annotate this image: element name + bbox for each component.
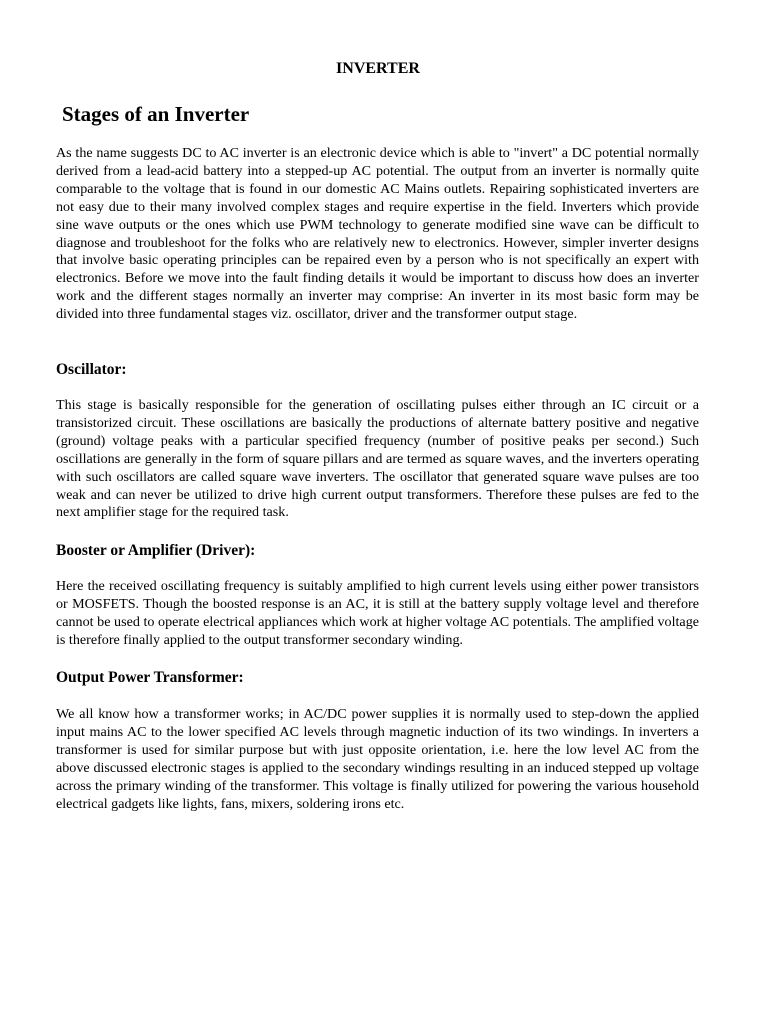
section-heading-transformer: Output Power Transformer: (56, 669, 244, 686)
intro-paragraph: As the name suggests DC to AC inverter is an electronic device which is able to "invert" a DC potential normally derived from a lead-acid battery into a stepped-up AC potential. The output from an inverter is normally quite comparable to the voltage that is found in our domestic AC Mains outlets. Repairing sophisticated inverters are not easy due to their many involved complex stages and require expertise in the field. Inverters which provide sine wave outputs or the ones which use PWM technology to generate modified sine wave can be difficult to diagnose and troubleshoot for the folks who are relatively new to electronics. However, simpler inverter designs that involve basic operating principles can be repaired even by a person who is not specifically an expert with electronics. Before we move into the fault finding details it would be important to discuss how does an inverter work and the different stages normally an inverter may comprise: An inverter in its most basic form may be divided into three fundamental stages viz. oscillator, driver and the transformer output stage. (56, 145, 699, 323)
section-heading-oscillator: Oscillator: (56, 361, 127, 378)
main-heading: Stages of an Inverter (62, 102, 250, 126)
section-body-driver: Here the received oscillating frequency is suitably amplified to high current levels using either power transistors or MOSFETS. Though the boosted response is an AC, it is still at the battery supply voltage level and therefore cannot be used to operate electrical appliances which work at higher voltage AC potentials. The amplified voltage is therefore finally applied to the output transformer secondary winding. (56, 578, 699, 648)
section-heading-driver: Booster or Amplifier (Driver): (56, 542, 256, 559)
section-body-oscillator: This stage is basically responsible for the generation of oscillating pulses either through an IC circuit or a transistorized circuit. These oscillations are basically the productions of alternate battery positive and negative (ground) voltage peaks with a particular specified frequency (number of positive peaks per second.) Such oscillations are generally in the form of square pillars and are termed as square waves, and the inverters operating with such oscillators are called square wave inverters. The oscillator that generated square wave pulses are too weak and can never be utilized to drive high current output transformers. Therefore these pulses are fed to the next amplifier stage for the required task. (56, 397, 699, 521)
section-body-transformer: We all know how a transformer works; in AC/DC power supplies it is normally used to step-down the applied input mains AC to the lower specified AC levels through magnetic induction of its two windings. In inverters a transformer is used for similar purpose but with just opposite orientation, i.e. here the low level AC from the above discussed electronic stages is applied to the secondary windings resulting in an induced stepped up voltage across the primary winding of the transformer. This voltage is finally utilized for powering the various household electrical gadgets like lights, fans, mixers, soldering irons etc. (56, 706, 699, 812)
document-title: INVERTER (336, 60, 420, 77)
